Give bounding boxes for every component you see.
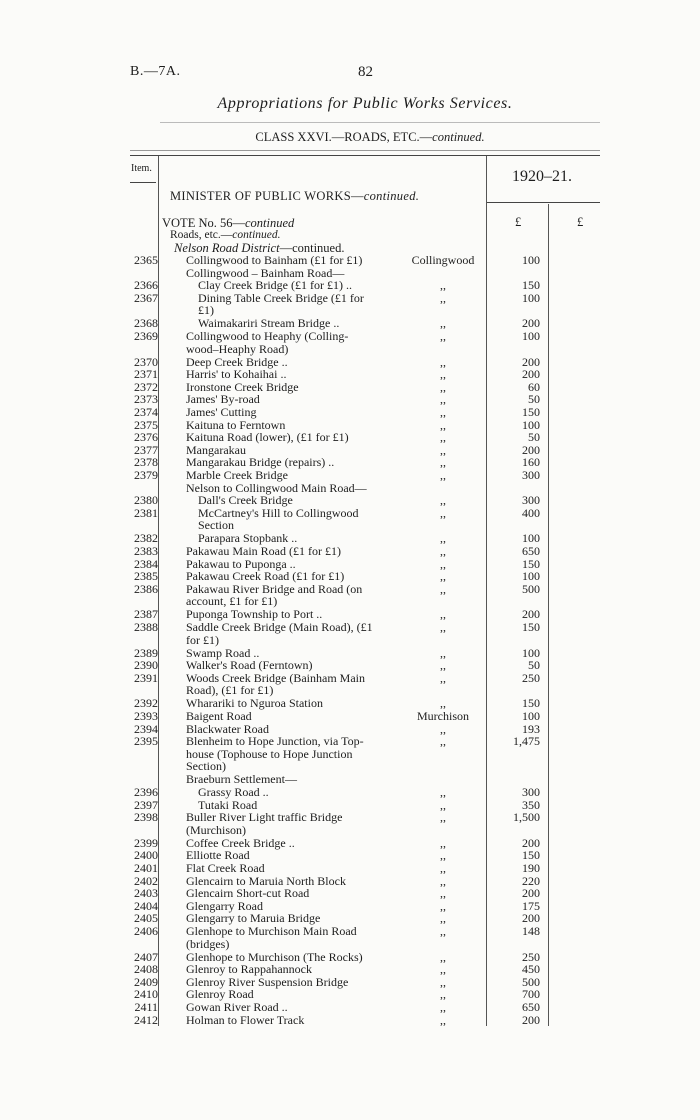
item-description: Marble Creek Bridge xyxy=(186,468,288,482)
item-location: ,, xyxy=(440,468,446,482)
item-amount: 100 xyxy=(522,645,540,660)
item-amount: 150 xyxy=(522,848,540,863)
item-location: ,, xyxy=(440,949,446,964)
item-number: 2372 xyxy=(134,379,158,394)
page-title: Appropriations for Public Works Services. xyxy=(217,95,513,112)
item-amount: 500 xyxy=(522,974,540,989)
currency-symbol: £ xyxy=(577,215,584,229)
item-description: Clay Creek Bridge (£1 for £1) .. xyxy=(198,278,352,293)
item-number: 2391 xyxy=(134,670,158,685)
roads-heading xyxy=(170,229,281,241)
item-description: Holman to Flower Track xyxy=(186,1012,305,1027)
item-amount: 100 xyxy=(522,531,540,546)
item-number: 2368 xyxy=(134,316,158,331)
item-description: Collingwood to Heaphy (Colling- wood–Heaphy Road) xyxy=(186,329,349,356)
item-location: ,, xyxy=(440,531,446,546)
item-amount: 150 xyxy=(522,696,540,711)
item-description: Swamp Road .. xyxy=(186,645,260,660)
item-amount: 100 xyxy=(522,290,540,305)
item-description: Walker's Road (Ferntown) xyxy=(186,658,313,673)
item-description: James' By-road xyxy=(186,392,260,407)
item-description: Blackwater Road xyxy=(186,721,269,736)
item-description: Woods Creek Bridge (Bainham Main Road), (£1 for £1) xyxy=(186,670,365,698)
item-location: ,, xyxy=(440,442,446,457)
year-header-underline xyxy=(487,202,600,203)
item-location: ,, xyxy=(440,645,446,660)
item-description: Deep Creek Bridge .. xyxy=(186,354,288,369)
class-heading-text: CLASS XXVI.—ROADS, ETC.— xyxy=(255,130,433,144)
item-description: Pakawau to Puponga .. xyxy=(186,556,296,571)
item-location: ,, xyxy=(440,658,446,673)
item-description: Grassy Road .. xyxy=(198,785,269,799)
item-number: 2383 xyxy=(134,544,158,558)
ministry-heading-text: MINISTER OF PUBLIC WORKS— xyxy=(170,189,364,203)
item-description: Waimakariri Stream Bridge .. xyxy=(198,316,340,331)
item-number: 2376 xyxy=(134,430,158,445)
item-number: 2402 xyxy=(134,873,158,888)
item-location: ,, xyxy=(440,455,446,470)
item-description: Glenroy Road xyxy=(186,987,254,1002)
item-number: 2365 xyxy=(134,253,158,267)
item-location: ,, xyxy=(440,1012,446,1027)
item-number: 2401 xyxy=(134,861,158,875)
item-amount: 100 xyxy=(522,569,540,584)
location-column-divider xyxy=(486,156,487,1026)
vote-heading-text: VOTE No. 56— xyxy=(162,216,245,230)
item-description: Kaituna Road (lower), (£1 for £1) xyxy=(186,430,349,445)
item-amount: 50 xyxy=(528,430,540,445)
item-description: Braeburn Settlement— xyxy=(186,772,297,787)
item-description: Saddle Creek Bridge (Main Road), (£1 for £1) xyxy=(186,620,373,647)
item-number: 2369 xyxy=(134,329,158,343)
item-description: James' Cutting xyxy=(186,405,257,419)
item-description: Glenhope to Murchison (The Rocks) xyxy=(186,949,363,964)
page-number: 82 xyxy=(358,64,373,80)
item-location: ,, xyxy=(440,367,446,382)
currency-symbol: £ xyxy=(515,215,522,229)
item-amount: 50 xyxy=(528,392,540,407)
item-amount: 193 xyxy=(522,721,540,736)
item-description: Puponga Township to Port .. xyxy=(186,607,323,622)
item-column-divider xyxy=(158,156,159,1026)
item-location: ,, xyxy=(440,924,446,938)
item-location: ,, xyxy=(440,810,446,825)
item-amount: 100 xyxy=(522,253,540,267)
item-location: ,, xyxy=(440,974,446,989)
item-number: 2390 xyxy=(134,658,158,673)
item-amount: 100 xyxy=(522,417,540,432)
item-number: 2403 xyxy=(134,886,158,901)
item-number: 2385 xyxy=(134,569,158,584)
amount-column-divider xyxy=(548,204,549,1026)
item-location: ,, xyxy=(440,505,446,520)
item-location: ,, xyxy=(440,556,446,571)
item-location: ,, xyxy=(440,873,446,888)
item-location: ,, xyxy=(440,861,446,875)
item-description: Glenroy River Suspension Bridge xyxy=(186,974,349,989)
item-amount: 100 xyxy=(522,709,540,723)
item-location: ,, xyxy=(440,316,446,331)
item-number: 2380 xyxy=(134,493,158,508)
item-number: 2379 xyxy=(134,468,158,482)
item-location: ,, xyxy=(440,911,446,926)
item-amount: 300 xyxy=(522,785,540,799)
item-description: Nelson to Collingwood Main Road— xyxy=(186,480,367,495)
item-amount: 650 xyxy=(522,1000,540,1014)
roads-heading-continued: continued. xyxy=(232,229,281,241)
table-top-rule xyxy=(130,155,600,156)
item-location: ,, xyxy=(440,290,446,305)
item-location: ,, xyxy=(440,417,446,432)
ministry-heading-continued: continued. xyxy=(363,189,420,203)
item-number: 2410 xyxy=(134,987,158,1002)
item-number: 2382 xyxy=(134,531,158,546)
class-heading-continued: continued. xyxy=(432,130,485,144)
item-description: Harris' to Kohaihai .. xyxy=(186,367,287,382)
item-description: Gowan River Road .. xyxy=(186,1000,288,1014)
item-number: 2393 xyxy=(134,709,158,723)
item-number: 2375 xyxy=(134,417,158,432)
item-location: ,, xyxy=(440,392,446,407)
heading-rule xyxy=(130,150,600,151)
item-number: 2374 xyxy=(134,405,158,419)
item-amount: 190 xyxy=(522,861,540,875)
item-number: 2384 xyxy=(134,556,158,571)
item-amount: 200 xyxy=(522,316,540,331)
item-description: Pakawau River Bridge and Road (on account, £1 for £1) xyxy=(186,581,363,609)
item-location: ,, xyxy=(440,962,446,977)
item-description: Dall's Creek Bridge xyxy=(198,493,293,508)
item-description: Parapara Stopbank .. xyxy=(198,531,298,546)
item-amount: 150 xyxy=(522,405,540,419)
item-amount: 1,475 xyxy=(513,734,540,749)
item-description: Glencairn to Maruia North Block xyxy=(186,873,346,888)
item-number: 2371 xyxy=(134,367,158,382)
item-location: ,, xyxy=(440,898,446,913)
item-number: 2377 xyxy=(134,442,158,457)
item-description: Buller River Light traffic Bridge (Murchison) xyxy=(186,810,343,837)
item-description: Ironstone Creek Bridge xyxy=(186,379,299,394)
item-description: Collingwood to Bainham (£1 for £1) xyxy=(186,253,363,267)
item-number: 2367 xyxy=(134,290,158,305)
item-amount: 300 xyxy=(522,468,540,482)
item-location: ,, xyxy=(440,354,446,369)
item-location: ,, xyxy=(440,405,446,419)
item-amount: 220 xyxy=(522,873,540,888)
item-description: Glencairn Short-cut Road xyxy=(186,886,310,901)
item-description: Coffee Creek Bridge .. xyxy=(186,835,295,850)
item-location: ,, xyxy=(440,734,446,749)
top-rule xyxy=(160,122,600,123)
item-location: ,, xyxy=(440,696,446,711)
item-amount: 200 xyxy=(522,367,540,382)
item-number: 2407 xyxy=(134,949,158,964)
item-number: 2381 xyxy=(134,505,158,520)
item-location: ,, xyxy=(440,670,446,685)
item-number: 2408 xyxy=(134,962,158,977)
item-location: ,, xyxy=(440,493,446,508)
roads-heading-text: Roads, etc.— xyxy=(170,229,233,241)
item-description: Tutaki Road xyxy=(198,797,258,812)
item-amount: 50 xyxy=(528,658,540,673)
item-number: 2389 xyxy=(134,645,158,660)
item-number: 2392 xyxy=(134,696,158,711)
item-number: 2366 xyxy=(134,278,158,293)
item-amount: 148 xyxy=(522,924,540,938)
item-amount: 350 xyxy=(522,797,540,812)
item-description: Glenroy to Rappahannock xyxy=(186,962,312,977)
class-heading xyxy=(0,130,700,145)
item-location: ,, xyxy=(440,886,446,901)
item-number: 2373 xyxy=(134,392,158,407)
item-amount: 150 xyxy=(522,556,540,571)
item-description: Baigent Road xyxy=(186,709,252,723)
item-description: McCartney's Hill to Collingwood Section xyxy=(198,505,359,533)
item-number: 2386 xyxy=(134,581,158,596)
item-number: 2397 xyxy=(134,797,158,812)
item-amount: 200 xyxy=(522,354,540,369)
item-amount: 150 xyxy=(522,278,540,293)
item-header-underline xyxy=(130,182,156,183)
item-amount: 175 xyxy=(522,898,540,913)
item-number: 2405 xyxy=(134,911,158,926)
item-number: 2398 xyxy=(134,810,158,825)
item-amount: 700 xyxy=(522,987,540,1002)
item-description: Mangarakau Bridge (repairs) .. xyxy=(186,455,335,470)
item-location: ,, xyxy=(440,581,446,596)
year-column-header: 1920–21. xyxy=(512,168,572,185)
item-amount: 300 xyxy=(522,493,540,508)
item-description: Flat Creek Road xyxy=(186,861,265,875)
item-amount: 500 xyxy=(522,581,540,596)
item-amount: 200 xyxy=(522,835,540,850)
item-location: ,, xyxy=(440,987,446,1002)
item-number: 2411 xyxy=(134,1000,158,1014)
item-amount: 1,500 xyxy=(513,810,540,825)
item-amount: 250 xyxy=(522,670,540,685)
item-location: ,, xyxy=(440,379,446,394)
item-location: ,, xyxy=(440,835,446,850)
item-description: Glengarry to Maruia Bridge xyxy=(186,911,321,926)
item-description: Elliotte Road xyxy=(186,848,250,863)
district-heading-continued: —continued. xyxy=(279,241,345,255)
item-description: Kaituna to Ferntown xyxy=(186,417,286,432)
item-number: 2406 xyxy=(134,924,158,938)
item-amount: 160 xyxy=(522,455,540,470)
item-location: ,, xyxy=(440,607,446,622)
item-location: ,, xyxy=(440,848,446,863)
item-number: 2394 xyxy=(134,721,158,736)
ministry-heading xyxy=(170,189,419,204)
item-amount: 450 xyxy=(522,962,540,977)
item-description: Mangarakau xyxy=(186,442,246,457)
district-heading-text: Nelson Road District xyxy=(174,241,280,255)
item-description: Pakawau Main Road (£1 for £1) xyxy=(186,544,341,558)
item-number: 2412 xyxy=(134,1012,158,1027)
item-amount: 200 xyxy=(522,1012,540,1027)
item-number: 2409 xyxy=(134,974,158,989)
item-number: 2400 xyxy=(134,848,158,863)
item-location: ,, xyxy=(440,721,446,736)
item-number: 2388 xyxy=(134,620,158,634)
item-location: ,, xyxy=(440,278,446,293)
item-amount: 250 xyxy=(522,949,540,964)
item-description: Pakawau Creek Road (£1 for £1) xyxy=(186,569,345,584)
item-description: Glengarry Road xyxy=(186,898,263,913)
item-number: 2395 xyxy=(134,734,158,749)
item-amount: 60 xyxy=(528,379,540,394)
item-amount: 650 xyxy=(522,544,540,558)
item-number: 2399 xyxy=(134,835,158,850)
item-location: ,, xyxy=(440,1000,446,1014)
item-description: Glenhope to Murchison Main Road (bridges) xyxy=(186,924,357,951)
item-number: 2370 xyxy=(134,354,158,369)
item-number: 2387 xyxy=(134,607,158,622)
item-amount: 200 xyxy=(522,607,540,622)
item-location: ,, xyxy=(440,329,446,343)
item-number: 2404 xyxy=(134,898,158,913)
item-location: ,, xyxy=(440,785,446,799)
item-location: ,, xyxy=(440,620,446,634)
item-description: Blenheim to Hope Junction, via Top- house (Tophouse to Hope Junction Section) xyxy=(186,734,364,774)
item-location: ,, xyxy=(440,569,446,584)
vote-heading-continued: continued xyxy=(244,216,295,230)
document-reference: B.—7A. xyxy=(130,64,181,79)
item-amount: 100 xyxy=(522,329,540,343)
item-amount: 200 xyxy=(522,886,540,901)
item-column-header: Item. xyxy=(131,163,152,174)
item-description: Collingwood – Bainham Road— xyxy=(186,265,345,280)
item-location: ,, xyxy=(440,430,446,445)
item-amount: 150 xyxy=(522,620,540,634)
item-amount: 200 xyxy=(522,442,540,457)
item-location: ,, xyxy=(440,797,446,812)
item-amount: 400 xyxy=(522,505,540,520)
item-number: 2378 xyxy=(134,455,158,470)
item-location: ,, xyxy=(440,544,446,558)
item-description: Wharariki to Nguroa Station xyxy=(186,696,323,711)
item-location: Murchison xyxy=(417,709,469,723)
item-description: Dining Table Creek Bridge (£1 for £1) xyxy=(198,290,364,318)
item-number: 2396 xyxy=(134,785,158,799)
item-amount: 200 xyxy=(522,911,540,926)
item-location: Collingwood xyxy=(411,253,475,267)
